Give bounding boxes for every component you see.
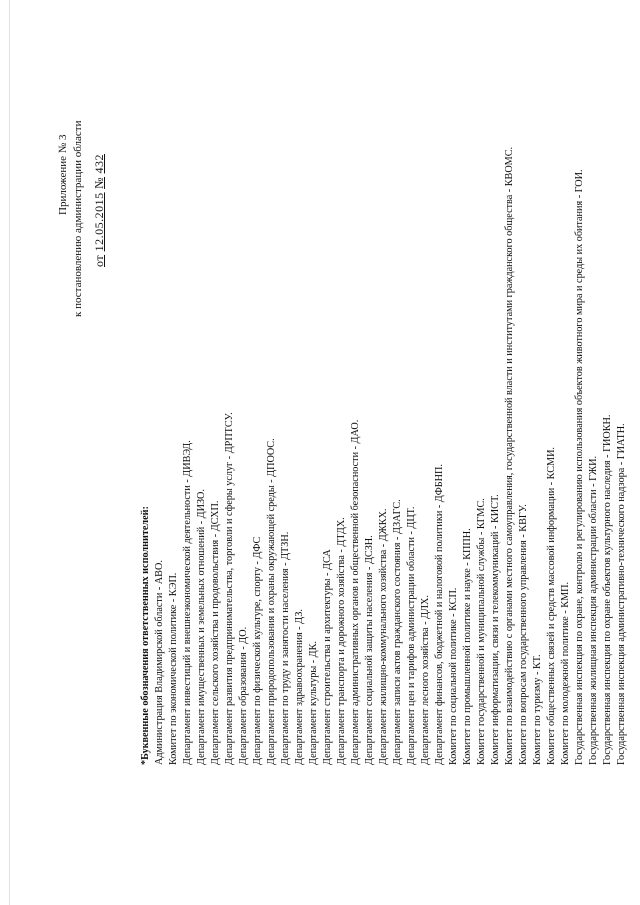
legend-item: Государственная инспекция по охране объектов культурного наследия - ГИОКН. bbox=[602, 414, 613, 765]
legend-item: Департамент цен и тарифов администрации области - ДЦТ. bbox=[406, 506, 417, 765]
appendix-subtitle: к постановлению администрации области bbox=[72, 120, 84, 317]
legend-item: Департамент транспорта и дорожного хозяйства - ДТДХ. bbox=[336, 517, 347, 765]
legend-item: Департамент имущественных и земельных отношений - ДИЗО. bbox=[196, 489, 207, 765]
legend-item: Департамент здравоохранения - ДЗ. bbox=[294, 609, 305, 765]
legend-item: Комитет общественных связей и средств массовой информации - КСМИ. bbox=[546, 447, 557, 765]
appendix-title: Приложение № 3 bbox=[57, 134, 69, 215]
legend-item: Комитет по промышленной политике и науке - КППН. bbox=[462, 528, 473, 765]
legend-item: Комитет государственной и муниципальной службы - КГМС. bbox=[476, 498, 487, 765]
doc-ref-number-prefix: № bbox=[92, 176, 106, 189]
legend-item: Департамент финансов, бюджетной и налоговой политики - ДФБНП. bbox=[434, 464, 445, 765]
legend-item: Департамент жилищно-коммунального хозяйства - ДЖКХ. bbox=[378, 508, 389, 765]
legend-item: Администрация Владимирской области - АВО. bbox=[154, 560, 165, 765]
document-reference bbox=[92, 154, 106, 267]
legend-item: Департамент лесного хозяйства - ДЛХ. bbox=[420, 595, 431, 765]
legend-item: Департамент сельского хозяйства и продовольствия - ДСХП. bbox=[210, 500, 221, 765]
doc-ref-prefix: от bbox=[92, 254, 106, 267]
legend-item: Департамент образования - ДО. bbox=[238, 626, 249, 765]
legend-item: Государственная жилищная инспекция администрации области - ГЖИ. bbox=[588, 455, 599, 765]
legend-item: Департамент природопользования и охраны окружающей среды - ДПООС. bbox=[266, 438, 277, 765]
legend-item: Комитет по экономической политике - КЭП. bbox=[168, 572, 179, 765]
doc-ref-date: 12.05.2015 bbox=[92, 192, 106, 252]
legend-item: Департамент инвестиций и внешнеэкономической деятельности - ДИВЭД. bbox=[182, 440, 193, 765]
legend-item: Государственная инспекция по охране, контролю и регулированию использования объектов животного мира и среды их обитания - ГОИ. bbox=[574, 169, 585, 765]
legend-item: Комитет по социальной политике - КСП. bbox=[448, 587, 459, 765]
legend-item: Департамент записи актов гражданского состояния - ДЗАГС. bbox=[392, 499, 403, 765]
legend-item: Департамент социальной защиты населения - ДСЗН. bbox=[364, 535, 375, 765]
legend-item: Комитет информатизации, связи и телекоммуникаций - КИСТ. bbox=[490, 494, 501, 765]
legend-item: Департамент по труду и занятости населения - ДТЗН. bbox=[280, 531, 291, 765]
legend-item: Комитет по вопросам государственного управления - КВГУ. bbox=[518, 504, 529, 765]
legend-item: Комитет по взаимодействию с органами местного самоуправления, государственной власти и институтами гражданского общества - КВОМС. bbox=[504, 146, 515, 765]
doc-ref-number: 432 bbox=[92, 153, 106, 174]
legend-item: Департамент административных органов и общественной безопасности - ДАО. bbox=[350, 419, 361, 765]
legend-item: Государственная инспекция административно-технического надзора - ГИАТН. bbox=[616, 423, 627, 765]
legend-item: Департамент культуры - ДК. bbox=[308, 641, 319, 765]
legend-item: Департамент по физической культуре, спорту - ДФС bbox=[252, 536, 263, 765]
legend-item: Комитет по туризму - КТ. bbox=[532, 654, 543, 765]
legend-item: Департамент развития предпринимательства, торговли и сферы услуг - ДРПТСУ. bbox=[224, 412, 235, 765]
legend-item: Департамент строительства и архитектуры - ДСА bbox=[322, 549, 333, 765]
legend-item: Комитет по молодежной политике - КМП. bbox=[560, 581, 571, 765]
legend-title: *Буквенные обозначения ответственных исполнителей: bbox=[140, 506, 151, 765]
